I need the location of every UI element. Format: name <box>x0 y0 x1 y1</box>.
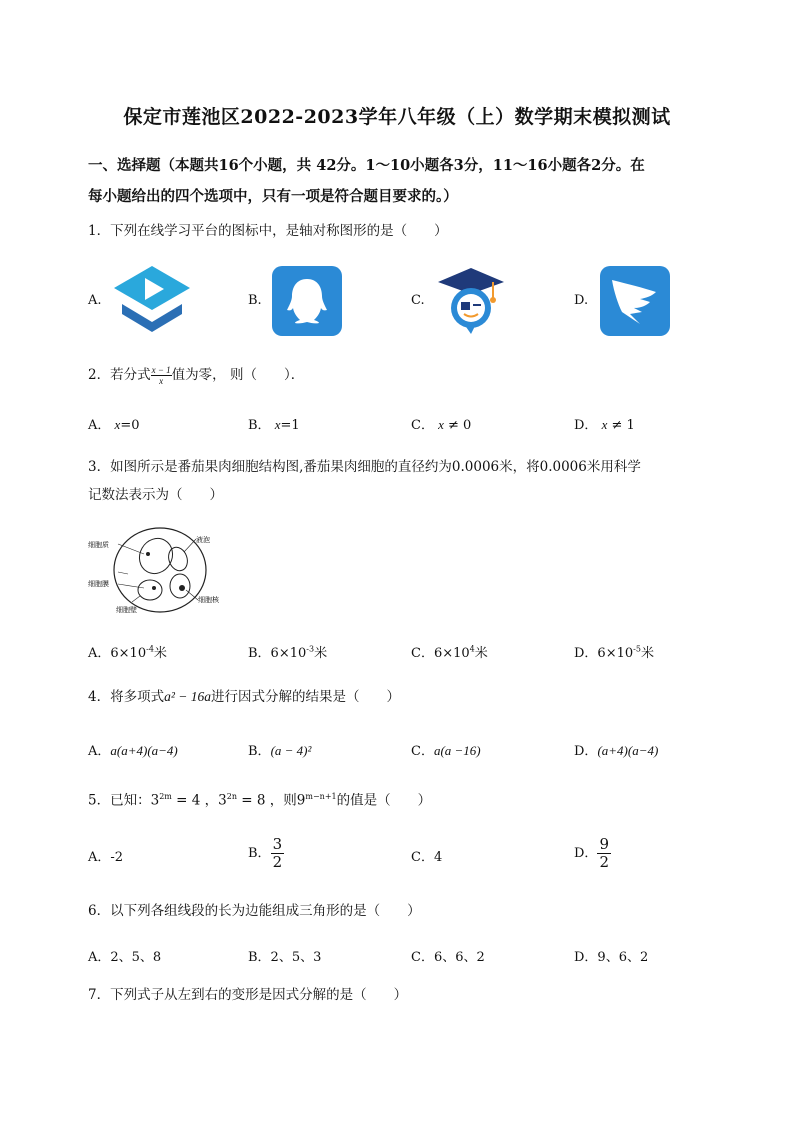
q3-option-d-exp: -5 <box>633 644 641 654</box>
q2-option-b-rel: =1 <box>280 418 300 433</box>
label-membrane: 细胞膜 <box>88 580 109 588</box>
q5-exponent-2: 2n <box>226 792 237 801</box>
q6-option-a[interactable]: A．2、5、8 <box>88 950 162 965</box>
question-5-options <box>88 836 728 876</box>
page-title: 保定市莲池区2022-2023学年八年级（上）数学期末模拟测试 <box>123 106 671 128</box>
q4-option-b-label: B． <box>248 744 271 759</box>
q2-option-c-rel: ≠ 0 <box>443 418 472 433</box>
q4-option-d[interactable] <box>574 740 658 759</box>
section-line-1: 一、选择题（本题共16个小题，共 42分。1～10小题各3分，11～16小题各2分。在 <box>88 157 645 174</box>
q5-option-d-num: 9 <box>599 835 609 853</box>
q2-option-a-label: A． <box>88 418 111 433</box>
q3-option-b-exp: -3 <box>306 644 315 654</box>
q5-part-1: 5．已知：3 <box>88 792 160 809</box>
label-wall: 细胞壁 <box>116 606 137 614</box>
q4-option-a-expr: a(a+4)(a−4) <box>110 743 178 758</box>
q2-prefix: 2．若分式 <box>88 367 151 383</box>
q4-option-d-expr: (a+4)(a−4) <box>597 743 659 758</box>
q5-option-d-fraction <box>597 836 611 871</box>
q4-option-a[interactable] <box>88 740 178 759</box>
q3-line-1: 3．如图所示是番茄果肉细胞结构图,番茄果肉细胞的直径约为0.0006米，将0.0006米用科学 <box>88 459 641 475</box>
q2-option-d-rel: ≠ 1 <box>607 418 635 433</box>
question-1: 1．下列在线学习平台的图标中，是轴对称图形的是（ ） <box>88 223 448 239</box>
q3-option-d[interactable] <box>574 642 654 661</box>
q5-option-b-den: 2 <box>272 853 283 871</box>
q2-option-b[interactable] <box>248 414 300 433</box>
q5-option-b-label: B． <box>248 846 271 861</box>
tomato-cell-diagram <box>88 524 238 620</box>
q4-option-c-label: C． <box>411 744 434 759</box>
q2-option-b-label: B． <box>248 418 271 433</box>
q2-option-c-label: C． <box>411 418 434 433</box>
q5-exponent-3: m−n+1 <box>305 792 337 801</box>
label-cytoplasm: 细胞质 <box>88 541 109 549</box>
q2-suffix: 值为零， 则（ ）． <box>171 367 305 383</box>
q3-option-b-label: B．6×10 <box>248 646 307 661</box>
q5-option-b[interactable] <box>248 836 284 871</box>
q2-option-d-label: D． <box>574 418 598 433</box>
q5-suffix: 的值是（ ） <box>336 792 432 809</box>
q4-expression: a² − 16a <box>164 689 212 704</box>
q4-option-c-expr: a(a −16) <box>433 743 481 758</box>
q2-option-a[interactable] <box>88 414 139 433</box>
q2-fraction <box>151 365 172 386</box>
question-3 <box>88 453 728 509</box>
question-7: 7．下列式子从左到右的变形是因式分解的是（ ） <box>88 987 408 1003</box>
q3-option-a-label: A．6×10 <box>88 646 147 661</box>
q2-option-c[interactable] <box>411 414 471 433</box>
q3-option-b-unit: 米 <box>314 646 328 661</box>
question-2 <box>88 362 728 388</box>
q4-option-b[interactable] <box>248 740 311 759</box>
q4-option-b-expr: (a − 4)² <box>270 743 312 758</box>
q1-option-d[interactable]: D. <box>574 293 589 308</box>
q6-option-d[interactable]: D．9、6、2 <box>574 950 649 965</box>
wing-logo-icon <box>600 266 670 336</box>
q2-option-d[interactable] <box>574 414 635 433</box>
q5-option-d-den: 2 <box>599 853 609 871</box>
q1-option-c[interactable]: C. <box>411 293 425 308</box>
q5-option-d-label: D． <box>574 846 598 861</box>
q3-option-c-exp: 4 <box>469 644 475 654</box>
q3-option-a[interactable] <box>88 642 167 661</box>
q2-option-d-var: x <box>601 417 608 432</box>
q4-option-c[interactable] <box>411 740 481 759</box>
q5-option-c[interactable]: C．4 <box>411 850 443 865</box>
q4-option-d-label: D． <box>574 744 598 759</box>
q3-option-c[interactable] <box>411 642 488 661</box>
q6-option-b[interactable]: B．2、5、3 <box>248 950 322 965</box>
section-line-2: 每小题给出的四个选项中，只有一项是符合题目要求的。） <box>88 188 458 205</box>
graduation-cap-logo-icon <box>436 264 506 336</box>
question-4 <box>88 684 728 710</box>
q2-fraction-numerator: x − 1 <box>151 365 171 375</box>
q3-option-a-unit: 米 <box>153 646 167 661</box>
q3-option-a-exp: -4 <box>146 644 154 654</box>
q3-option-d-unit: 米 <box>640 646 654 661</box>
q4-option-a-label: A． <box>88 744 111 759</box>
section-heading <box>88 150 718 212</box>
q5-option-b-num: 3 <box>272 835 283 853</box>
q3-line-2: 记数法表示为（ ） <box>88 487 223 503</box>
q5-option-a[interactable]: A．-2 <box>88 850 124 865</box>
label-nucleus: 细胞核 <box>198 596 219 604</box>
q5-part-3: = 8 ，则9 <box>237 792 306 809</box>
q1-option-a[interactable]: A. <box>88 293 102 308</box>
q2-option-b-var: x <box>274 417 281 432</box>
q3-option-c-unit: 米 <box>474 646 488 661</box>
q2-option-a-rel: =0 <box>120 418 140 433</box>
label-vacuole: 液泡 <box>196 536 210 544</box>
question-5 <box>88 784 728 814</box>
q6-option-c[interactable]: C．6、6、2 <box>411 950 485 965</box>
q5-option-d[interactable] <box>574 836 611 871</box>
q2-option-a-var: x <box>114 417 121 432</box>
q5-option-b-fraction <box>271 836 285 871</box>
play-logo-icon <box>112 264 192 334</box>
question-6: 6．以下列各组线段的长为边能组成三角形的是（ ） <box>88 903 421 919</box>
q3-option-b[interactable] <box>248 642 327 661</box>
q4-prefix: 4．将多项式 <box>88 689 165 705</box>
q3-option-c-label: C．6×10 <box>411 646 470 661</box>
q5-part-2: = 4 ，3 <box>171 792 227 809</box>
q4-suffix: 进行因式分解的结果是（ ） <box>211 689 401 705</box>
q5-exponent-1: 2m <box>159 792 172 801</box>
q2-option-c-var: x <box>438 417 444 432</box>
q2-fraction-denominator: x <box>159 376 164 386</box>
q1-option-b[interactable]: B. <box>248 293 262 308</box>
penguin-logo-icon <box>272 266 342 336</box>
q3-option-d-label: D．6×10 <box>574 646 634 661</box>
